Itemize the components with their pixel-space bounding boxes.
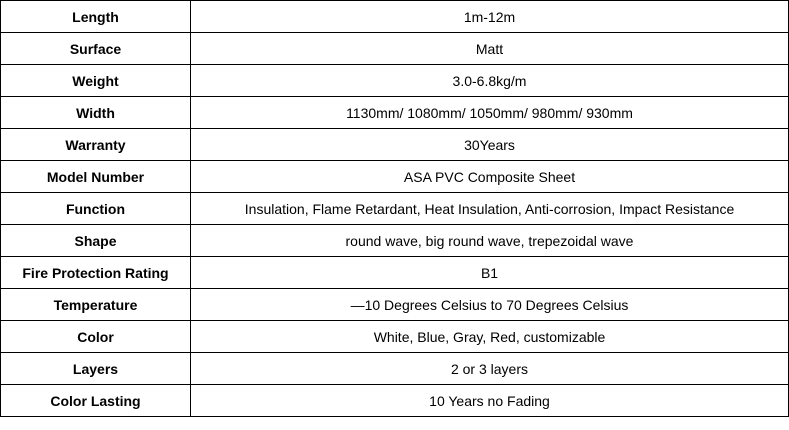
table-row (1, 257, 789, 289)
row-value: —10 Degrees Celsius to 70 Degrees Celsius (191, 289, 789, 321)
row-label: Length (1, 1, 191, 33)
row-label: Warranty (1, 129, 191, 161)
row-value: 1m-12m (191, 1, 789, 33)
row-value: ASA PVC Composite Sheet (191, 161, 789, 193)
row-label: Surface (1, 33, 191, 65)
row-label: Temperature (1, 289, 191, 321)
row-value: Insulation, Flame Retardant, Heat Insulation, Anti-corrosion, Impact Resistance (191, 193, 789, 225)
row-value: 2 or 3 layers (191, 353, 789, 385)
table-row (1, 129, 789, 161)
table-row (1, 161, 789, 193)
row-label: Shape (1, 225, 191, 257)
row-value: White, Blue, Gray, Red, customizable (191, 321, 789, 353)
table-row (1, 33, 789, 65)
row-value: B1 (191, 257, 789, 289)
row-value: 1130mm/ 1080mm/ 1050mm/ 980mm/ 930mm (191, 97, 789, 129)
row-label: Model Number (1, 161, 191, 193)
spec-table-body (1, 1, 789, 417)
row-value: Matt (191, 33, 789, 65)
table-row (1, 353, 789, 385)
row-label: Layers (1, 353, 191, 385)
table-row (1, 289, 789, 321)
table-row (1, 1, 789, 33)
row-label: Weight (1, 65, 191, 97)
row-label: Color Lasting (1, 385, 191, 417)
row-label: Color (1, 321, 191, 353)
table-row (1, 321, 789, 353)
table-row (1, 65, 789, 97)
row-label: Fire Protection Rating (1, 257, 191, 289)
table-row (1, 97, 789, 129)
table-row (1, 193, 789, 225)
row-value: 30Years (191, 129, 789, 161)
row-value: 3.0-6.8kg/m (191, 65, 789, 97)
table-row (1, 225, 789, 257)
row-value: round wave, big round wave, trepezoidal wave (191, 225, 789, 257)
row-value: 10 Years no Fading (191, 385, 789, 417)
row-label: Width (1, 97, 191, 129)
table-row (1, 385, 789, 417)
row-label: Function (1, 193, 191, 225)
